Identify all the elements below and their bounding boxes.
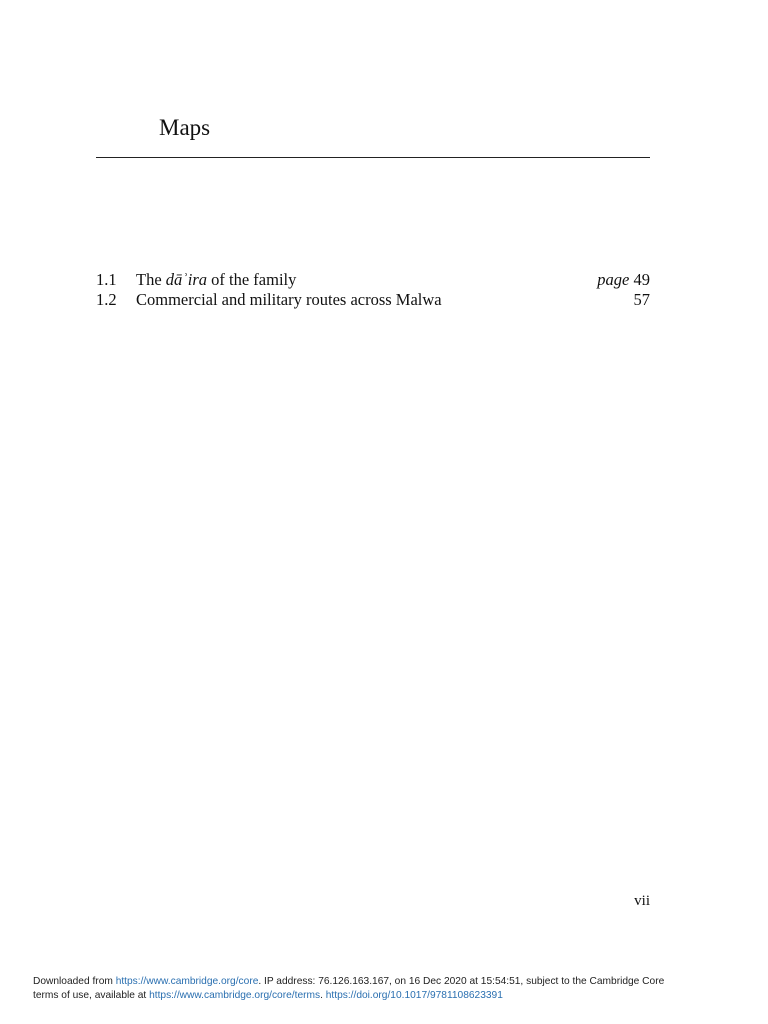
download-notice bbox=[33, 975, 755, 1002]
map-number: 1.2 bbox=[96, 290, 117, 309]
download-notice-line-1: Downloaded from https://www.cambridge.org/core. IP address: 76.126.163.167, on 16 Dec 2020 at 15:54:51, subject to the Cambridge Core bbox=[33, 976, 665, 987]
map-title-italic: dāʾira bbox=[165, 270, 208, 289]
terms-link[interactable]: https://www.cambridge.org/core/terms bbox=[149, 989, 321, 1001]
list-item bbox=[96, 290, 650, 310]
maps-list bbox=[96, 270, 650, 310]
map-title: Commercial and military routes across Malwa bbox=[136, 290, 442, 309]
map-page-number: page 49 bbox=[597, 270, 650, 289]
doi-link[interactable]: https://doi.org/10.1017/9781108623391 bbox=[325, 989, 503, 1001]
heading-rule bbox=[96, 157, 650, 158]
page-prefix: page bbox=[597, 270, 630, 289]
folio-page-number: vii bbox=[634, 893, 650, 909]
page-title: Maps bbox=[159, 115, 211, 140]
map-page-number: 57 bbox=[633, 290, 650, 309]
map-number: 1.1 bbox=[96, 270, 117, 289]
download-notice-line-2: terms of use, available at https://www.cambridge.org/core/terms. https://doi.org/10.1017/9781108623391 bbox=[33, 989, 503, 1001]
map-title: The dāʾira of the family bbox=[136, 270, 297, 289]
list-item bbox=[96, 270, 650, 290]
cambridge-core-link[interactable]: https://www.cambridge.org/core bbox=[115, 976, 259, 987]
